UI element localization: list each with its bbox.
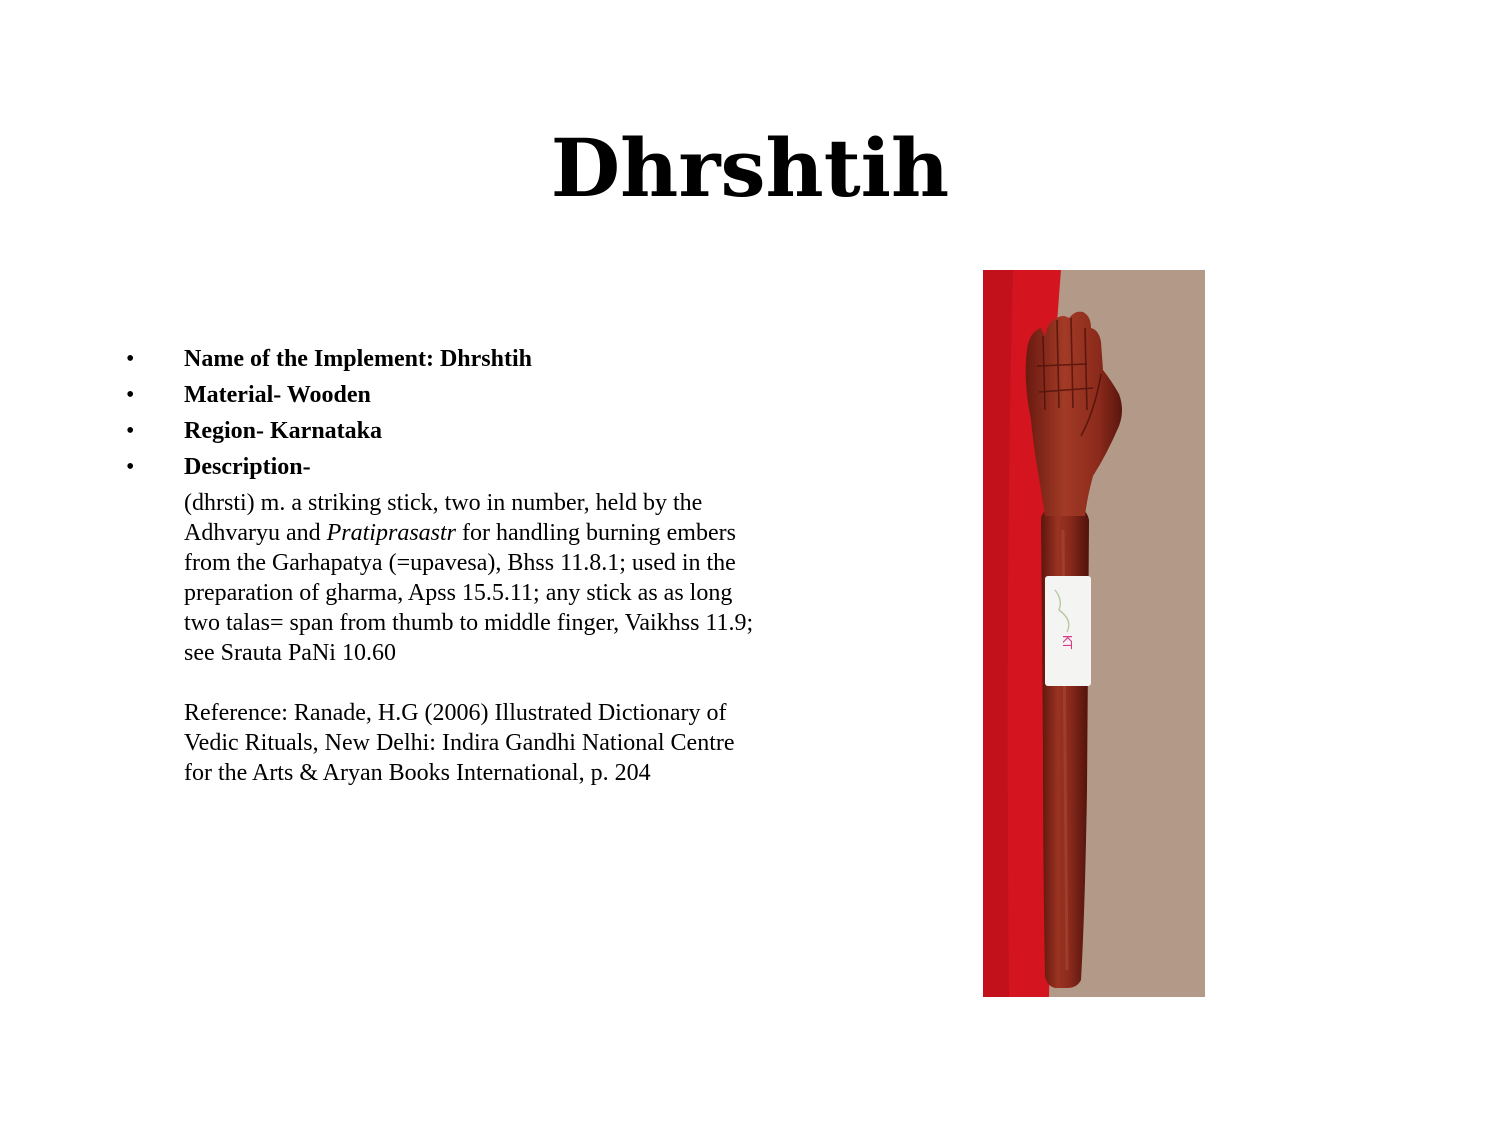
bullet-dot-icon: • — [126, 454, 135, 480]
content-body — [126, 344, 766, 788]
implement-photo-svg — [983, 270, 1205, 997]
specimen-label-text: KT — [1060, 634, 1074, 650]
bullet-list — [126, 344, 766, 488]
bullet-label: Description- — [184, 454, 311, 480]
bullet-dot-icon: • — [126, 418, 135, 444]
bullet-label: Region- Karnataka — [184, 418, 382, 444]
bullet-item-region — [126, 416, 766, 452]
bullet-dot-icon: • — [126, 382, 135, 408]
bullet-item-description — [126, 452, 766, 488]
slide-title: Dhrshtih — [550, 121, 950, 215]
reference-text: Reference: Ranade, H.G (2006) Illustrated Dictionary of Vedic Rituals, New Delhi: Indira Gandhi National Centre for the Arts & Aryan Books International, p. 204 — [184, 700, 735, 786]
description-italic: Pratiprasastr — [326, 520, 457, 546]
implement-photo — [983, 270, 1205, 997]
bullet-dot-icon: • — [126, 346, 135, 372]
bullet-label: Material- Wooden — [184, 382, 371, 408]
description-part2: for handling burning embers from the Garhapatya (=upavesa), Bhss 11.8.1; used in the preparation of gharma, Apss 15.5.11; any stick as as long two talas= span from thumb to middle finger, Vaikhss 11.9; see Srauta PaNi 10.60 — [184, 520, 754, 666]
description-part1: (dhrsti) m. a striking stick, two in number, held by the Adhvaryu and — [184, 490, 703, 546]
description-text — [126, 488, 764, 668]
bullet-item-material — [126, 380, 766, 416]
bullet-label: Name of the Implement: Dhrshtih — [184, 346, 532, 372]
bullet-item-name — [126, 344, 766, 380]
